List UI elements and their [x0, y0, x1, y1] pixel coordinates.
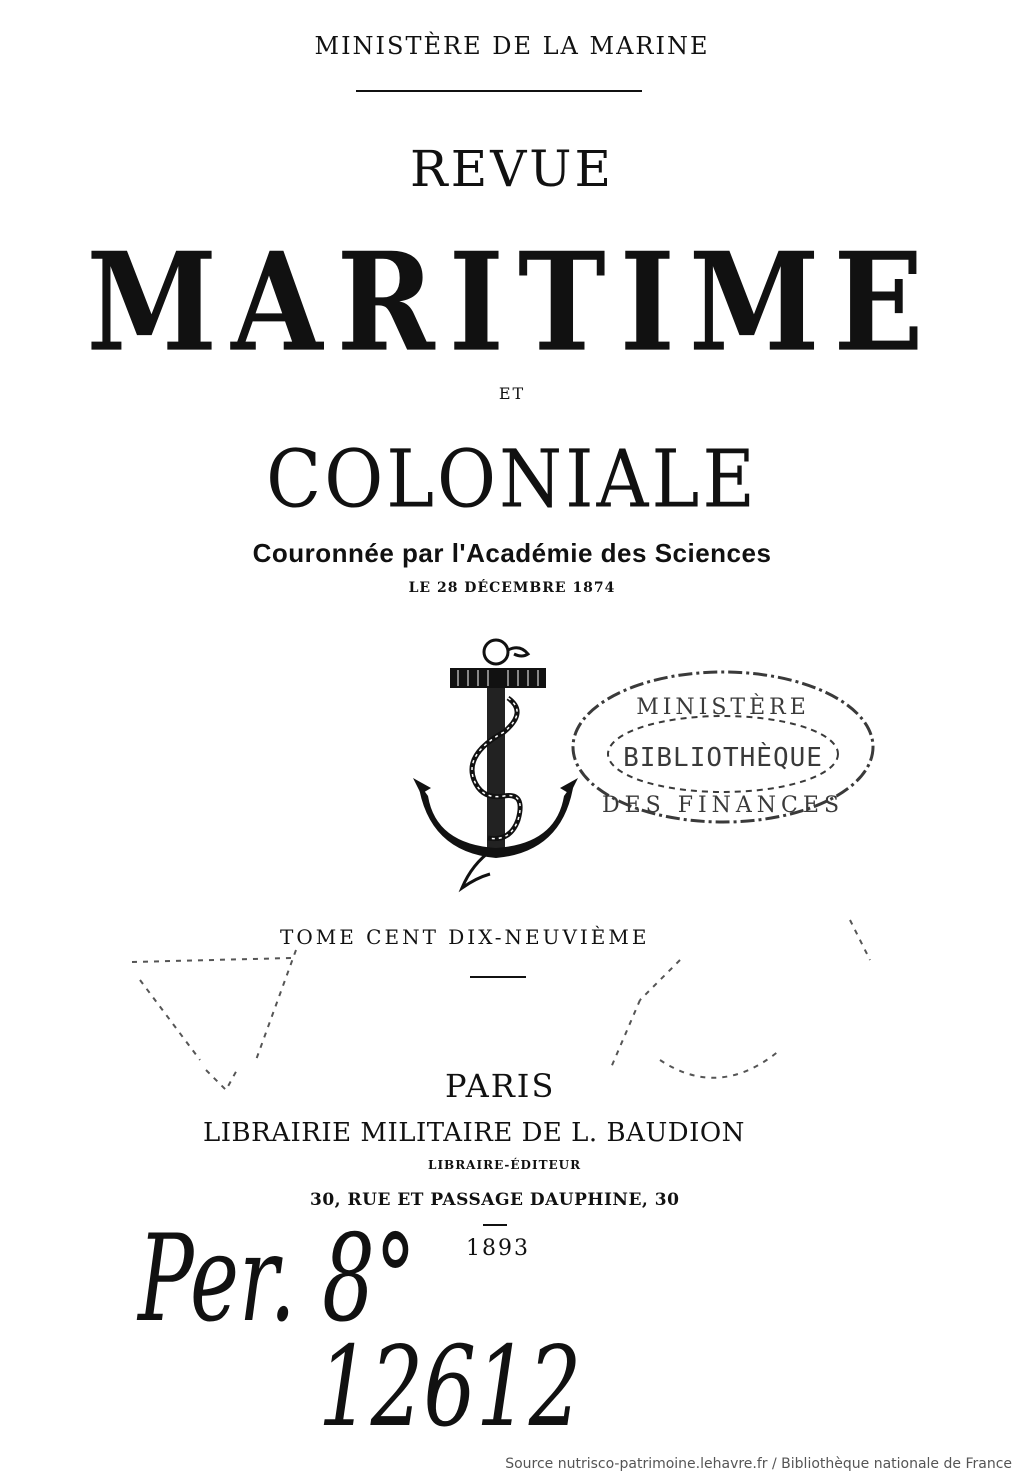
title-maritime: MARITIME [86, 222, 938, 382]
publisher-role: LIBRAIRE-ÉDITEUR [428, 1158, 582, 1172]
award-date: LE 28 DÉCEMBRE 1874 [408, 580, 616, 596]
title-coloniale: COLONIALE [266, 433, 758, 526]
handwritten-shelfmark [138, 1190, 582, 1453]
title-conjunction: ET [498, 384, 526, 403]
show-through-marks [120, 940, 900, 1140]
shelfmark-line1: Per. 8° [138, 1210, 417, 1350]
stamp-top-text: MINISTÈRE [636, 695, 810, 720]
stamp-middle-text: BIBLIOTHÈQUE [623, 743, 823, 773]
volume-label: TOME CENT DIX-NEUVIÈME [280, 925, 650, 949]
ministry-header: MINISTÈRE DE LA MARINE [314, 32, 710, 60]
library-stamp [563, 662, 883, 832]
anchor-icon [408, 632, 583, 890]
award-text: Couronnée par l'Académie des Sciences [252, 538, 772, 568]
stamp-bottom-text: DES FINANCES [601, 793, 845, 818]
title-revue: REVUE [410, 140, 614, 198]
shelfmark-line2: 12612 [318, 1323, 582, 1453]
publisher-address: 30, RUE ET PASSAGE DAUPHINE, 30 [310, 1190, 680, 1210]
publication-year: 1893 [466, 1236, 530, 1261]
divider [356, 90, 642, 92]
publisher-name: LIBRAIRIE MILITAIRE DE L. BAUDION [203, 1118, 745, 1148]
publisher-city: PARIS [445, 1067, 556, 1105]
source-credit: Source nutrisco-patrimoine.lehavre.fr / Bibliothèque nationale de France [505, 1456, 1012, 1472]
